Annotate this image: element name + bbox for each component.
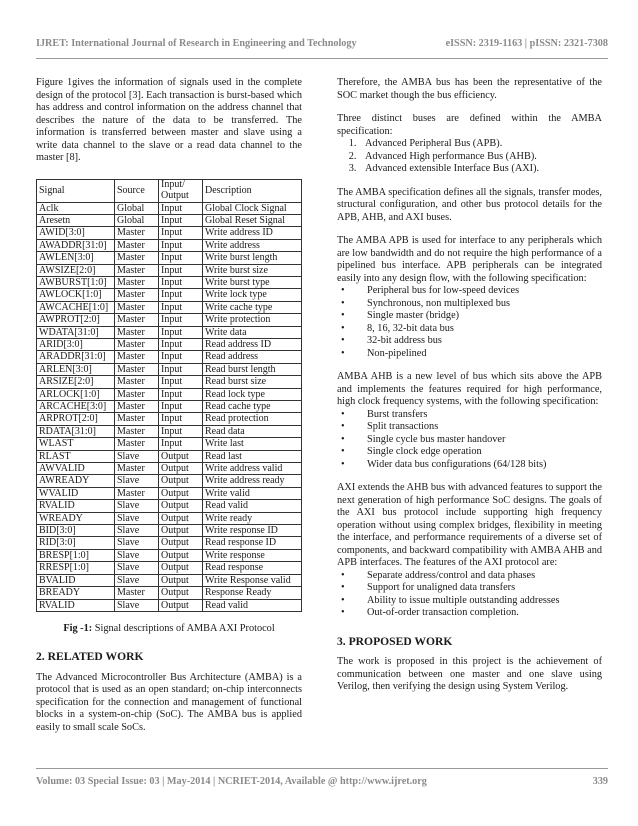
list-item: • Separate address/control and data phases bbox=[337, 570, 602, 583]
ahb-paragraph: AMBA AHB is a new level of bus which sits above the APB and implements the features required for high performance, high clock frequency systems, with the following specification: bbox=[337, 371, 602, 407]
list-item: • Non-pipelined bbox=[337, 348, 602, 361]
journal-title: IJRET: International Journal of Research in Engineering and Technology bbox=[36, 38, 357, 49]
signal-table bbox=[36, 179, 302, 612]
cell-io: Output bbox=[159, 512, 203, 524]
cell-description: Write burst length bbox=[203, 252, 302, 264]
cell-signal: AWREADY bbox=[37, 475, 115, 487]
table-row bbox=[37, 413, 302, 425]
list-item: • Support for unaligned data transfers bbox=[337, 582, 602, 595]
table-row bbox=[37, 537, 302, 549]
table-row bbox=[37, 289, 302, 301]
list-item: • Peripheral bus for low-speed devices bbox=[337, 285, 602, 298]
list-item: • Synchronous, non multiplexed bus bbox=[337, 298, 602, 311]
axi-feature-list bbox=[337, 570, 602, 620]
cell-io: Input bbox=[159, 338, 203, 350]
cell-source: Master bbox=[115, 252, 159, 264]
cell-signal: AWADDR[31:0] bbox=[37, 239, 115, 251]
cell-source: Slave bbox=[115, 450, 159, 462]
cell-source: Slave bbox=[115, 562, 159, 574]
cell-description: Write response bbox=[203, 549, 302, 561]
list-item: • Burst transfers bbox=[337, 409, 602, 422]
cell-source: Master bbox=[115, 401, 159, 413]
cell-signal: WDATA[31:0] bbox=[37, 326, 115, 338]
cell-source: Master bbox=[115, 276, 159, 288]
cell-signal: ARLEN[3:0] bbox=[37, 363, 115, 375]
cell-source: Slave bbox=[115, 500, 159, 512]
cell-source: Master bbox=[115, 239, 159, 251]
cell-source: Global bbox=[115, 202, 159, 214]
proposed-work-paragraph: The work is proposed in this project is the achievement of communication between one master and one slave using Verilog, then verifying the design using System Verilog. bbox=[337, 656, 602, 692]
cell-signal: RVALID bbox=[37, 500, 115, 512]
cell-source: Master bbox=[115, 438, 159, 450]
list-item: • 32-bit address bus bbox=[337, 335, 602, 348]
volume-info: Volume: 03 Special Issue: 03 | May-2014 | NCRIET-2014, Available @ http://www.ijret.org bbox=[36, 776, 427, 787]
amba-spec-paragraph: The AMBA specification defines all the signals, transfer modes, structural configuration, and other bus protocol details for the APB, AHB, and AXI buses. bbox=[337, 186, 602, 223]
cell-io: Input bbox=[159, 264, 203, 276]
cell-description: Read response ID bbox=[203, 537, 302, 549]
cell-description: Global Reset Signal bbox=[203, 214, 302, 226]
table-row bbox=[37, 338, 302, 350]
cell-io: Input bbox=[159, 413, 203, 425]
cell-source: Slave bbox=[115, 574, 159, 586]
cell-signal: WLAST bbox=[37, 438, 115, 450]
cell-source: Master bbox=[115, 388, 159, 400]
cell-io: Output bbox=[159, 525, 203, 537]
cell-io: Input bbox=[159, 202, 203, 214]
cell-signal: AWID[3:0] bbox=[37, 227, 115, 239]
cell-io: Output bbox=[159, 450, 203, 462]
cell-io: Input bbox=[159, 239, 203, 251]
cell-description: Write cache type bbox=[203, 301, 302, 313]
table-row bbox=[37, 425, 302, 437]
cell-io: Output bbox=[159, 599, 203, 611]
figure-caption bbox=[36, 623, 302, 636]
cell-source: Master bbox=[115, 463, 159, 475]
cell-signal: AWPROT[2:0] bbox=[37, 314, 115, 326]
cell-io: Input bbox=[159, 227, 203, 239]
cell-source: Master bbox=[115, 425, 159, 437]
cell-signal: AWCACHE[1:0] bbox=[37, 301, 115, 313]
list-item: • Single clock edge operation bbox=[337, 446, 602, 459]
header-source: Source bbox=[115, 179, 159, 202]
cell-description: Write address bbox=[203, 239, 302, 251]
table-row bbox=[37, 314, 302, 326]
cell-io: Input bbox=[159, 376, 203, 388]
cell-io: Input bbox=[159, 301, 203, 313]
cell-description: Write Response valid bbox=[203, 574, 302, 586]
cell-description: Read last bbox=[203, 450, 302, 462]
cell-io: Input bbox=[159, 289, 203, 301]
list-item: • Split transactions bbox=[337, 421, 602, 434]
page-number: 339 bbox=[592, 776, 608, 787]
cell-io: Input bbox=[159, 401, 203, 413]
cell-io: Input bbox=[159, 438, 203, 450]
cell-source: Master bbox=[115, 289, 159, 301]
cell-description: Read valid bbox=[203, 500, 302, 512]
running-header bbox=[36, 38, 608, 49]
cell-io: Input bbox=[159, 388, 203, 400]
table-row bbox=[37, 252, 302, 264]
cell-io: Output bbox=[159, 500, 203, 512]
cell-source: Master bbox=[115, 301, 159, 313]
table-row bbox=[37, 549, 302, 561]
header-signal: Signal bbox=[37, 179, 115, 202]
cell-description: Read response bbox=[203, 562, 302, 574]
cell-source: Slave bbox=[115, 537, 159, 549]
table-header-row bbox=[37, 179, 302, 202]
cell-description: Read protection bbox=[203, 413, 302, 425]
cell-signal: ARCACHE[3:0] bbox=[37, 401, 115, 413]
table-row bbox=[37, 475, 302, 487]
amba-market-paragraph: Therefore, the AMBA bus has been the representative of the SOC market though the bus efficiency. bbox=[337, 77, 602, 101]
cell-signal: ARSIZE[2:0] bbox=[37, 376, 115, 388]
cell-io: Input bbox=[159, 314, 203, 326]
running-footer bbox=[36, 776, 608, 787]
cell-description: Write last bbox=[203, 438, 302, 450]
header-rule bbox=[36, 58, 608, 59]
cell-io: Input bbox=[159, 276, 203, 288]
table-row bbox=[37, 438, 302, 450]
cell-signal: RLAST bbox=[37, 450, 115, 462]
buses-intro-paragraph: Three distinct buses are defined within the AMBA specification: bbox=[337, 113, 602, 137]
issn: eISSN: 2319-1163 | pISSN: 2321-7308 bbox=[445, 38, 608, 49]
left-column bbox=[36, 77, 302, 734]
cell-description: Write address valid bbox=[203, 463, 302, 475]
cell-signal: AWLOCK[1:0] bbox=[37, 289, 115, 301]
caption-label: Fig -1: bbox=[63, 622, 93, 634]
cell-io: Input bbox=[159, 252, 203, 264]
cell-description: Global Clock Signal bbox=[203, 202, 302, 214]
cell-signal: Aclk bbox=[37, 202, 115, 214]
cell-io: Output bbox=[159, 487, 203, 499]
table-row bbox=[37, 599, 302, 611]
cell-io: Output bbox=[159, 562, 203, 574]
cell-description: Write protection bbox=[203, 314, 302, 326]
cell-source: Master bbox=[115, 587, 159, 599]
table-row bbox=[37, 264, 302, 276]
cell-description: Write burst type bbox=[203, 276, 302, 288]
cell-source: Master bbox=[115, 363, 159, 375]
cell-source: Master bbox=[115, 376, 159, 388]
related-work-heading: 2. RELATED WORK bbox=[36, 650, 144, 664]
cell-description: Read burst length bbox=[203, 363, 302, 375]
table-row bbox=[37, 276, 302, 288]
cell-signal: AWBURST[1:0] bbox=[37, 276, 115, 288]
cell-source: Slave bbox=[115, 525, 159, 537]
cell-signal: AWSIZE[2:0] bbox=[37, 264, 115, 276]
cell-signal: RDATA[31:0] bbox=[37, 425, 115, 437]
header-description: Description bbox=[203, 179, 302, 202]
cell-io: Input bbox=[159, 326, 203, 338]
bus-list bbox=[337, 138, 602, 176]
cell-signal: BVALID bbox=[37, 574, 115, 586]
cell-io: Output bbox=[159, 574, 203, 586]
cell-signal: ARID[3:0] bbox=[37, 338, 115, 350]
cell-io: Input bbox=[159, 351, 203, 363]
footer-rule bbox=[36, 768, 608, 769]
cell-description: Write ready bbox=[203, 512, 302, 524]
table-row bbox=[37, 463, 302, 475]
list-item: • Wider data bus configurations (64/128 bits) bbox=[337, 459, 602, 472]
list-item: 2. Advanced High performance Bus (AHB). bbox=[359, 151, 602, 164]
cell-source: Slave bbox=[115, 549, 159, 561]
cell-signal: BRESP[1:0] bbox=[37, 549, 115, 561]
related-work-paragraph: The Advanced Microcontroller Bus Architecture (AMBA) is a protocol that is used as an open standard; on-chip interconnects specification for the connection and management of functional blocks in a system-on-chip (SoC). The AMBA bus is applied easily to small scale SoCs. bbox=[36, 671, 302, 733]
cell-io: Output bbox=[159, 549, 203, 561]
table-row bbox=[37, 562, 302, 574]
cell-signal: BID[3:0] bbox=[37, 525, 115, 537]
cell-description: Read cache type bbox=[203, 401, 302, 413]
table-row bbox=[37, 450, 302, 462]
cell-signal: BREADY bbox=[37, 587, 115, 599]
intro-paragraph: Figure 1gives the information of signals used in the complete design of the protocol [3]. Each transaction is burst-based which has address and control information on the address channel that describes the nature of the data to be transferred. The information is transferred between master and slave using a write data channel to the slave or a read data channel to the master [8]. bbox=[36, 77, 302, 163]
table-row bbox=[37, 376, 302, 388]
cell-description: Read lock type bbox=[203, 388, 302, 400]
cell-source: Slave bbox=[115, 599, 159, 611]
table-row bbox=[37, 500, 302, 512]
cell-signal: ARLOCK[1:0] bbox=[37, 388, 115, 400]
cell-signal: RVALID bbox=[37, 599, 115, 611]
cell-description: Write data bbox=[203, 326, 302, 338]
cell-description: Write response ID bbox=[203, 525, 302, 537]
cell-signal: AWVALID bbox=[37, 463, 115, 475]
table-row bbox=[37, 214, 302, 226]
apb-feature-list bbox=[337, 285, 602, 360]
cell-source: Global bbox=[115, 214, 159, 226]
table-row bbox=[37, 388, 302, 400]
header-io: Input/ Output bbox=[159, 179, 203, 202]
cell-signal: RRESP[1:0] bbox=[37, 562, 115, 574]
cell-source: Master bbox=[115, 487, 159, 499]
axi-paragraph: AXI extends the AHB bus with advanced features to support the next generation of high performance SoC designs. The goals of the AXI bus protocol include supporting high frequency operation without using complex bridges, flexibility in meeting the interface, and performance requirements of a diverse set of components, and backward compatibility with AMBA AHB and APB interfaces. The features of the AXI protocol are: bbox=[337, 482, 602, 568]
table-row bbox=[37, 512, 302, 524]
cell-signal: AWLEN[3:0] bbox=[37, 252, 115, 264]
cell-io: Input bbox=[159, 363, 203, 375]
cell-signal: RID[3:0] bbox=[37, 537, 115, 549]
proposed-work-heading: 3. PROPOSED WORK bbox=[337, 634, 453, 648]
cell-io: Input bbox=[159, 425, 203, 437]
cell-source: Master bbox=[115, 314, 159, 326]
table-row bbox=[37, 587, 302, 599]
cell-source: Master bbox=[115, 413, 159, 425]
cell-description: Read data bbox=[203, 425, 302, 437]
cell-description: Read address ID bbox=[203, 338, 302, 350]
cell-source: Master bbox=[115, 227, 159, 239]
cell-signal: ARADDR[31:0] bbox=[37, 351, 115, 363]
cell-description: Read burst size bbox=[203, 376, 302, 388]
table-row bbox=[37, 525, 302, 537]
cell-io: Output bbox=[159, 463, 203, 475]
table-row bbox=[37, 574, 302, 586]
list-item: • Single master (bridge) bbox=[337, 310, 602, 323]
cell-description: Write valid bbox=[203, 487, 302, 499]
table-row bbox=[37, 487, 302, 499]
table-row bbox=[37, 239, 302, 251]
cell-io: Input bbox=[159, 214, 203, 226]
table-row bbox=[37, 202, 302, 214]
cell-source: Slave bbox=[115, 475, 159, 487]
cell-signal: Aresetn bbox=[37, 214, 115, 226]
cell-description: Write lock type bbox=[203, 289, 302, 301]
cell-source: Master bbox=[115, 338, 159, 350]
cell-description: Read valid bbox=[203, 599, 302, 611]
cell-signal: WREADY bbox=[37, 512, 115, 524]
table-row bbox=[37, 401, 302, 413]
list-item: • Single cycle bus master handover bbox=[337, 434, 602, 447]
list-item: • Out-of-order transaction completion. bbox=[337, 607, 602, 620]
list-item: • Ability to issue multiple outstanding addresses bbox=[337, 595, 602, 608]
table-row bbox=[37, 351, 302, 363]
cell-source: Master bbox=[115, 351, 159, 363]
cell-source: Slave bbox=[115, 512, 159, 524]
apb-paragraph: The AMBA APB is used for interface to any peripherals which are low bandwidth and do not require the high performance of a pipelined bus interface. APB peripherals can be integrated easily into any design flow, with the following specification: bbox=[337, 235, 602, 284]
right-column bbox=[337, 77, 602, 694]
cell-signal: ARPROT[2:0] bbox=[37, 413, 115, 425]
table-row bbox=[37, 227, 302, 239]
cell-io: Output bbox=[159, 475, 203, 487]
list-item: 3. Advanced extensible Interface Bus (AXI). bbox=[359, 163, 602, 176]
cell-signal: WVALID bbox=[37, 487, 115, 499]
signal-table-body bbox=[37, 202, 302, 611]
table-row bbox=[37, 301, 302, 313]
list-item: • 8, 16, 32-bit data bus bbox=[337, 323, 602, 336]
caption-text: Signal descriptions of AMBA AXI Protocol bbox=[92, 622, 275, 634]
cell-source: Master bbox=[115, 264, 159, 276]
ahb-feature-list bbox=[337, 409, 602, 472]
cell-description: Write address ID bbox=[203, 227, 302, 239]
cell-io: Output bbox=[159, 537, 203, 549]
cell-source: Master bbox=[115, 326, 159, 338]
cell-description: Write address ready bbox=[203, 475, 302, 487]
cell-description: Response Ready bbox=[203, 587, 302, 599]
table-row bbox=[37, 326, 302, 338]
table-row bbox=[37, 363, 302, 375]
cell-io: Output bbox=[159, 587, 203, 599]
list-item: 1. Advanced Peripheral Bus (APB). bbox=[359, 138, 602, 151]
cell-description: Write burst size bbox=[203, 264, 302, 276]
cell-description: Read address bbox=[203, 351, 302, 363]
